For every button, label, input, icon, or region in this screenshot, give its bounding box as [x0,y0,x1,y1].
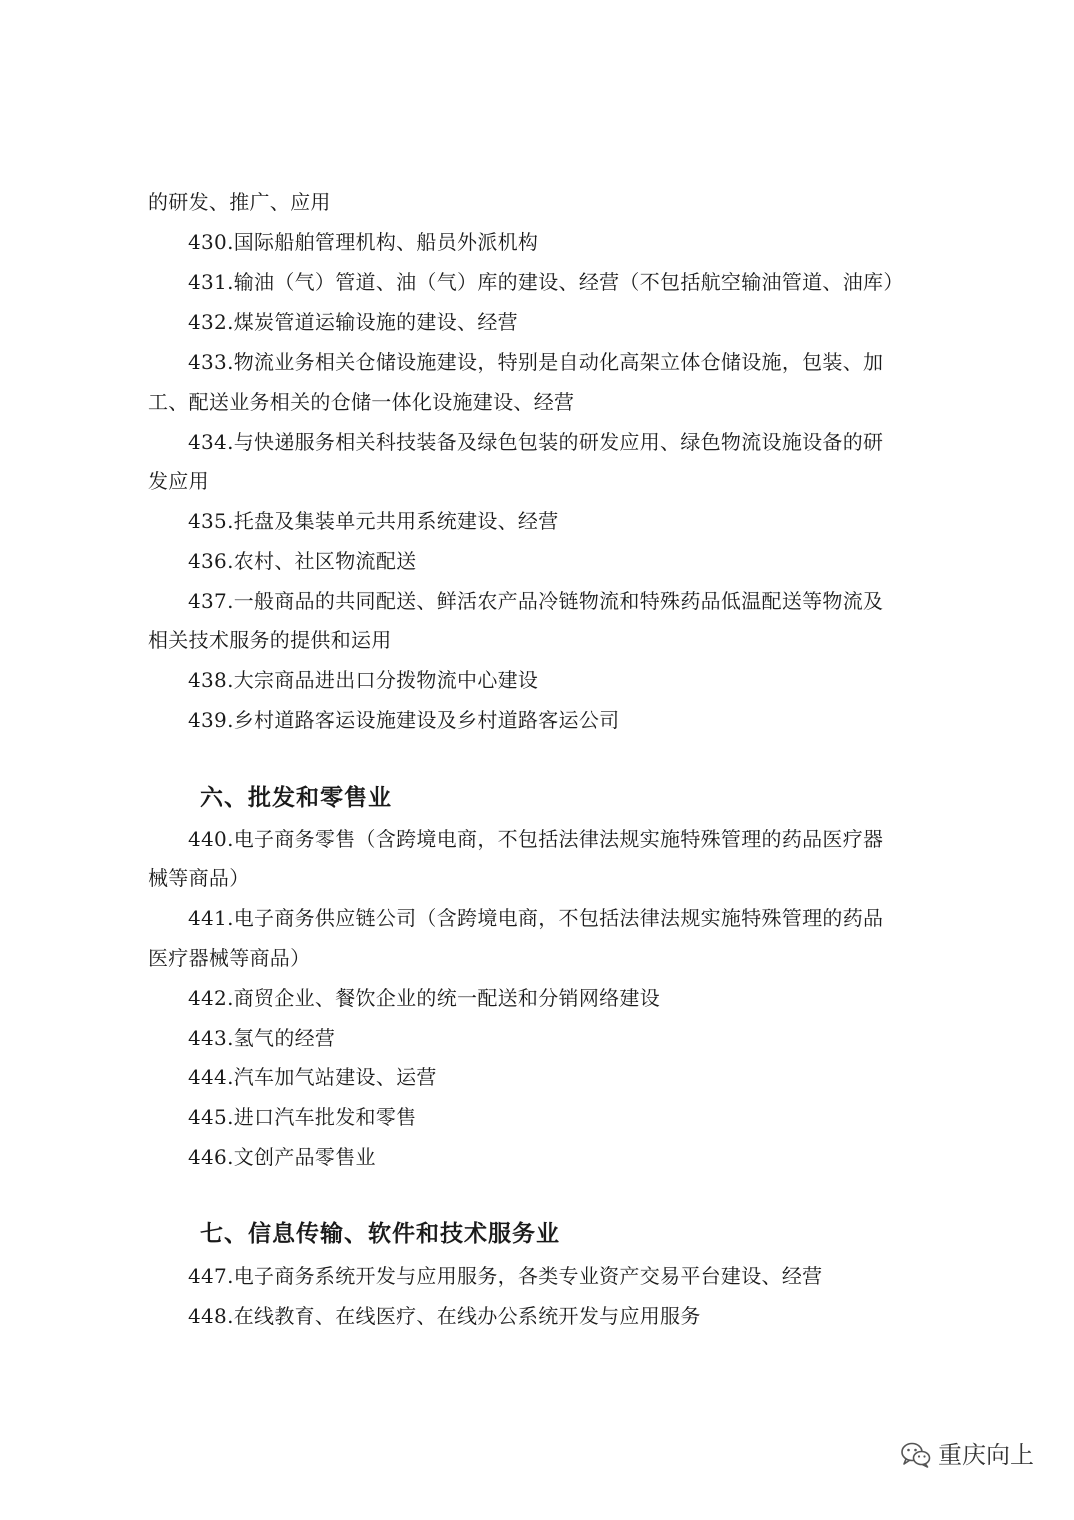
list-item-437-cont: 相关技术服务的提供和运用 [148,628,392,652]
list-item-440: 440.电子商务零售（含跨境电商，不包括法律法规实施特殊管理的药品医疗器 [188,827,884,851]
list-item-437: 437.一般商品的共同配送、鲜活农产品冷链物流和特殊药品低温配送等物流及 [188,589,884,613]
list-item-445: 445.进口汽车批发和零售 [188,1105,417,1129]
list-item-447: 447.电子商务系统开发与应用服务，各类专业资产交易平台建设、经营 [188,1264,823,1288]
list-item-438: 438.大宗商品进出口分拨物流中心建设 [188,668,539,692]
paragraph-line: 的研发、推广、应用 [148,190,331,214]
wechat-icon [900,1441,932,1469]
list-item-440-cont: 械等商品） [148,866,250,890]
list-item-441-cont: 医疗器械等商品） [148,946,311,970]
watermark [900,1440,1034,1470]
list-item-446: 446.文创产品零售业 [188,1145,376,1169]
section-heading-7: 七、信息传输、软件和技术服务业 [200,1221,560,1247]
list-item-436: 436.农村、社区物流配送 [188,549,417,573]
watermark-text: 重庆向上 [938,1441,1034,1469]
list-item-431: 431.输油（气）管道、油（气）库的建设、经营（不包括航空输油管道、油库） [188,270,904,294]
list-item-432: 432.煤炭管道运输设施的建设、经营 [188,310,518,334]
list-item-433-cont: 工、配送业务相关的仓储一体化设施建设、经营 [148,390,575,414]
section-heading-6: 六、批发和零售业 [200,785,392,811]
list-item-435: 435.托盘及集装单元共用系统建设、经营 [188,509,559,533]
list-item-434-cont: 发应用 [148,469,209,493]
list-item-448: 448.在线教育、在线医疗、在线办公系统开发与应用服务 [188,1304,701,1328]
list-item-444: 444.汽车加气站建设、运营 [188,1065,437,1089]
list-item-441: 441.电子商务供应链公司（含跨境电商，不包括法律法规实施特殊管理的药品 [188,906,884,930]
list-item-439: 439.乡村道路客运设施建设及乡村道路客运公司 [188,708,620,732]
list-item-443: 443.氢气的经营 [188,1026,336,1050]
list-item-442: 442.商贸企业、餐饮企业的统一配送和分销网络建设 [188,986,661,1010]
list-item-430: 430.国际船舶管理机构、船员外派机构 [188,230,539,254]
list-item-433: 433.物流业务相关仓储设施建设，特别是自动化高架立体仓储设施，包装、加 [188,350,884,374]
list-item-434: 434.与快递服务相关科技装备及绿色包装的研发应用、绿色物流设施设备的研 [188,430,884,454]
